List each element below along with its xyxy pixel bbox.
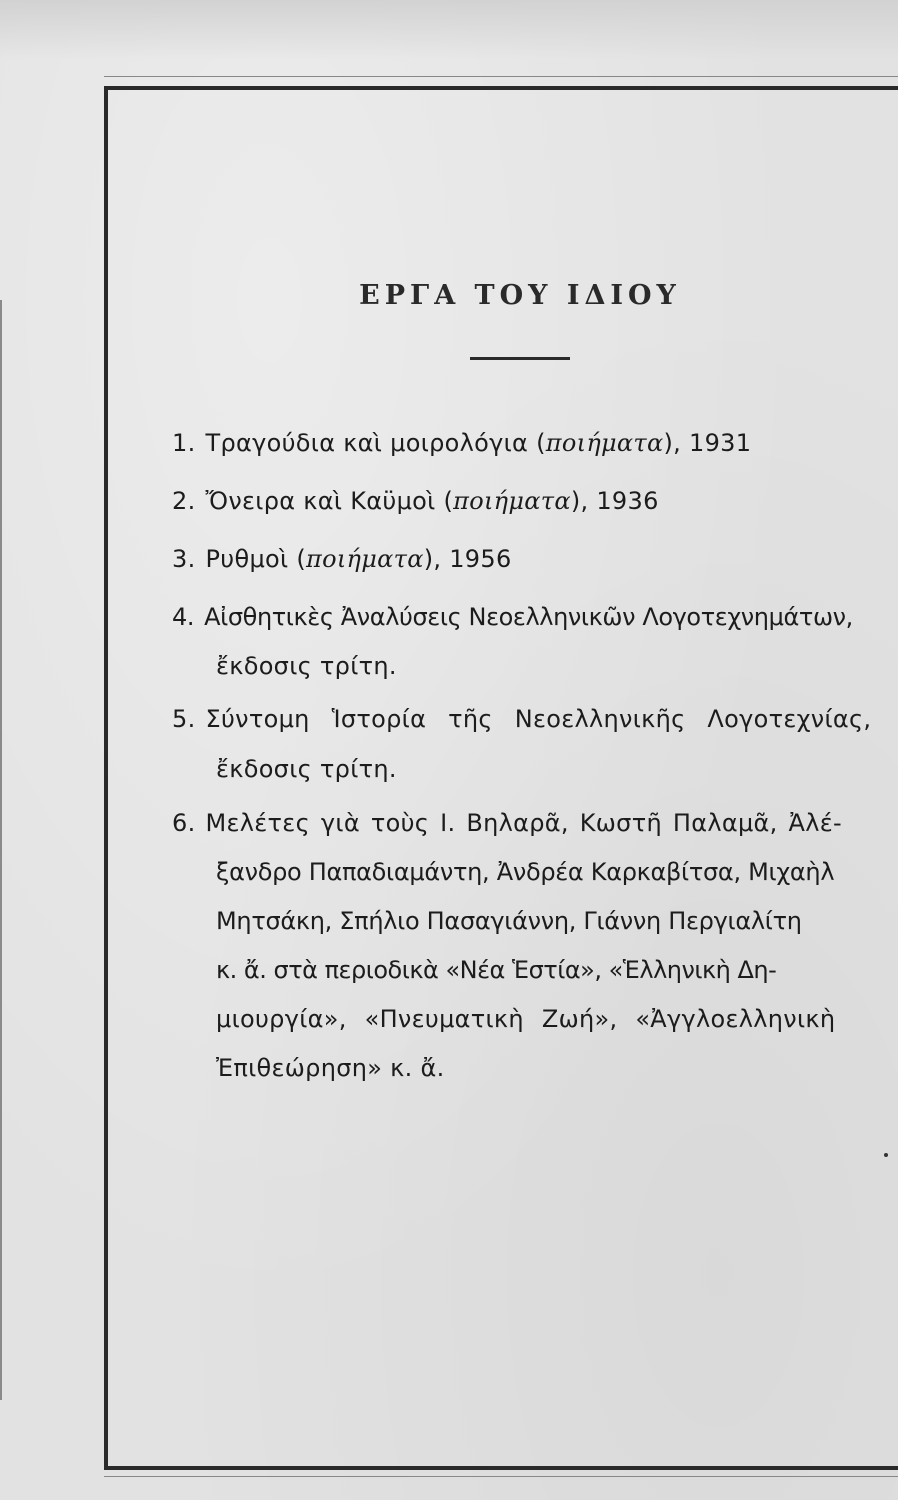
work-entry-6-line-2: ξανδρο Παπαδιαμάντη, Ἀνδρέα Καρκαβίτσα, Μιχαὴλ [216, 858, 835, 886]
page-top-shadow [0, 0, 898, 60]
work-number: 1. [172, 429, 196, 457]
frame-left-line [104, 86, 108, 1470]
page-left-edge [0, 300, 2, 1400]
work-title: Ὄνειρα καὶ Καϋμοὶ ( [205, 487, 454, 515]
work-year: ), 1931 [663, 429, 752, 457]
work-year: ), 1956 [423, 545, 512, 573]
work-entry-5-continuation: ἔκδοσις τρίτη. [216, 755, 397, 783]
work-entry-5 [172, 694, 871, 744]
work-title: Τραγούδια καὶ μοιρολόγια ( [205, 429, 546, 457]
work-title-line: Σύντομη Ἱστορία τῆς Νεοελληνικῆς Λογοτεχνίας, [205, 705, 872, 733]
work-number: 4. [172, 603, 195, 631]
work-entry-3 [172, 534, 512, 584]
work-entry-6-line-5: μιουργία», «Πνευματικὴ Ζωή», «Ἀγγλοελληνικὴ [216, 1005, 836, 1033]
ink-speck [884, 1153, 888, 1157]
work-entry-1 [172, 418, 751, 468]
frame-bottom-thin-line [104, 1476, 898, 1477]
work-entry-4-continuation: ἔκδοσις τρίτη. [216, 652, 397, 680]
work-number: 2. [172, 487, 196, 515]
frame-top-line [104, 86, 898, 90]
work-genre: ποιήματα [306, 545, 424, 573]
work-number: 6. [172, 809, 196, 837]
work-entry-6-line-3: Μητσάκη, Σπήλιο Πασαγιάννη, Γιάννη Περγιαλίτη [216, 907, 802, 935]
work-title-line: Αἰσθητικὲς Ἀναλύσεις Νεοελληνικῶν Λογοτεχνημάτων, [204, 603, 853, 631]
work-number: 3. [172, 545, 196, 573]
page-heading: ΕΡΓΑ ΤΟΥ ΙΔΙΟΥ [359, 280, 681, 311]
work-title: Ρυθμοὶ ( [205, 545, 307, 573]
work-entry-6 [172, 798, 842, 848]
heading-rule [470, 357, 570, 360]
work-year: ), 1936 [570, 487, 659, 515]
work-entry-4 [172, 592, 853, 642]
frame-bottom-line [104, 1466, 898, 1470]
work-number: 5. [172, 705, 196, 733]
work-entry-6-line-4: κ. ἄ. στὰ περιοδικὰ «Νέα Ἑστία», «Ἑλληνικὴ Δη- [216, 956, 777, 984]
frame-top-thin-line [104, 76, 898, 77]
work-title-line: Μελέτες γιὰ τοὺς Ι. Βηλαρᾶ, Κωστῆ Παλαμᾶ, Ἀλέ- [205, 809, 842, 837]
work-genre: ποιήματα [453, 487, 571, 515]
work-genre: ποιήματα [545, 429, 664, 457]
work-entry-6-line-6: Ἐπιθεώρηση» κ. ἄ. [216, 1054, 445, 1082]
work-entry-2 [172, 476, 659, 526]
